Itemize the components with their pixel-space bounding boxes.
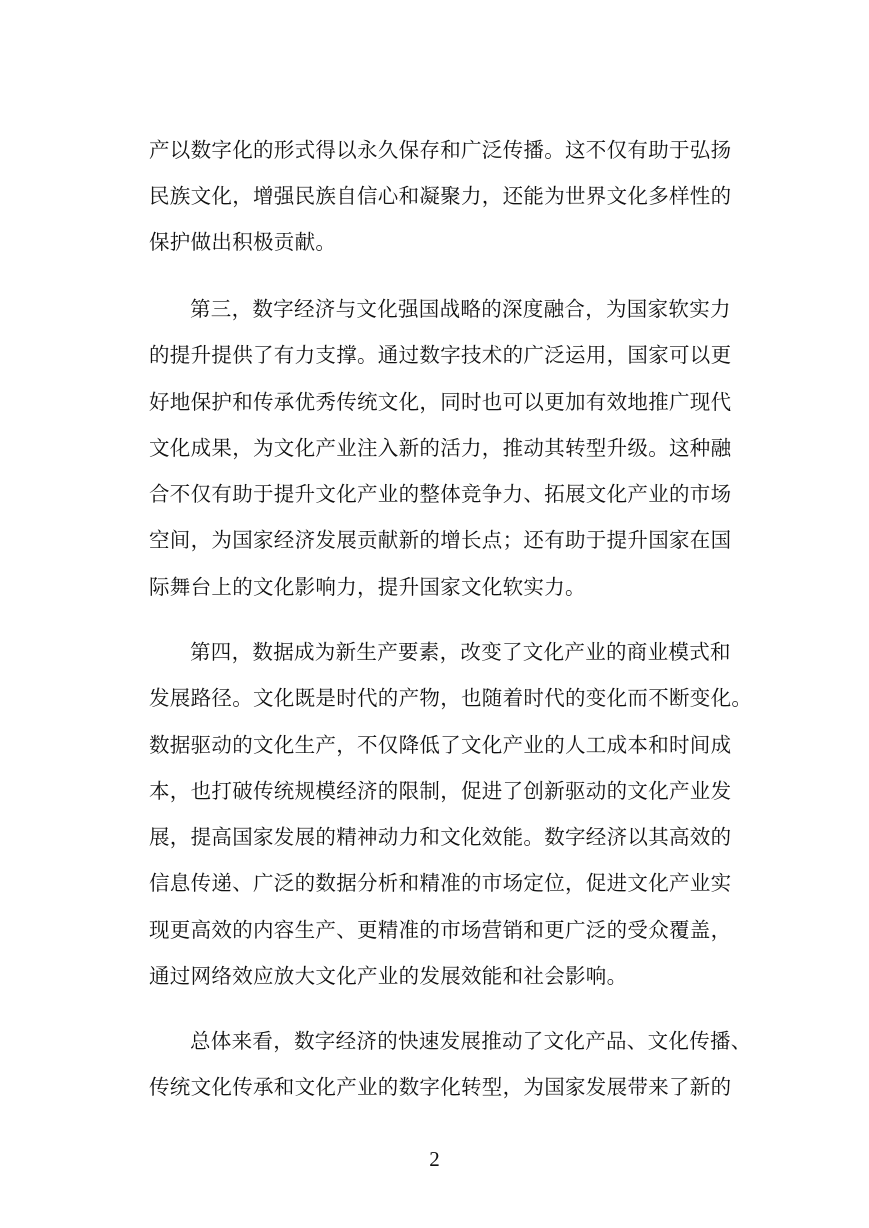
text-line: 现更高效的内容生产、更精准的市场营销和更广泛的受众覆盖， <box>149 918 732 942</box>
text-line: 好地保护和传承优秀传统文化，同时也可以更加有效地推广现代 <box>149 390 732 414</box>
text-line: 数据驱动的文化生产，不仅降低了文化产业的人工成本和时间成 <box>149 733 732 757</box>
paragraph-start-line: 总体来看，数字经济的快速发展推动了文化产品、文化传播、 <box>190 1029 752 1053</box>
text-line: 合不仅有助于提升文化产业的整体竞争力、拓展文化产业的市场 <box>149 482 732 506</box>
text-line: 空间，为国家经济发展贡献新的增长点；还有助于提升国家在国 <box>149 528 732 552</box>
paragraph-start-line: 第三，数字经济与文化强国战略的深度融合，为国家软实力 <box>190 297 731 321</box>
text-line: 传统文化传承和文化产业的数字化转型，为国家发展带来了新的 <box>149 1075 732 1099</box>
text-line: 通过网络效应放大文化产业的发展效能和社会影响。 <box>149 964 628 988</box>
text-line: 本，也打破传统规模经济的限制，促进了创新驱动的文化产业发 <box>149 779 732 803</box>
text-line: 展，提高国家发展的精神动力和文化效能。数字经济以其高效的 <box>149 825 732 849</box>
text-line: 发展路径。文化既是时代的产物，也随着时代的变化而不断变化。 <box>149 686 753 710</box>
text-line: 文化成果，为文化产业注入新的活力，推动其转型升级。这种融 <box>149 436 732 460</box>
paragraph-start-line: 第四，数据成为新生产要素，改变了文化产业的商业模式和 <box>190 640 731 664</box>
text-line: 保护做出积极贡献。 <box>149 230 337 254</box>
text-line: 产以数字化的形式得以永久保存和广泛传播。这不仅有助于弘扬 <box>149 138 732 162</box>
text-line: 的提升提供了有力支撑。通过数字技术的广泛运用，国家可以更 <box>149 343 732 367</box>
text-line: 际舞台上的文化影响力，提升国家文化软实力。 <box>149 575 586 599</box>
page-number: 2 <box>429 1147 440 1171</box>
text-line: 民族文化，增强民族自信心和凝聚力，还能为世界文化多样性的 <box>149 184 732 208</box>
text-line: 信息传递、广泛的数据分析和精准的市场定位，促进文化产业实 <box>149 871 732 895</box>
